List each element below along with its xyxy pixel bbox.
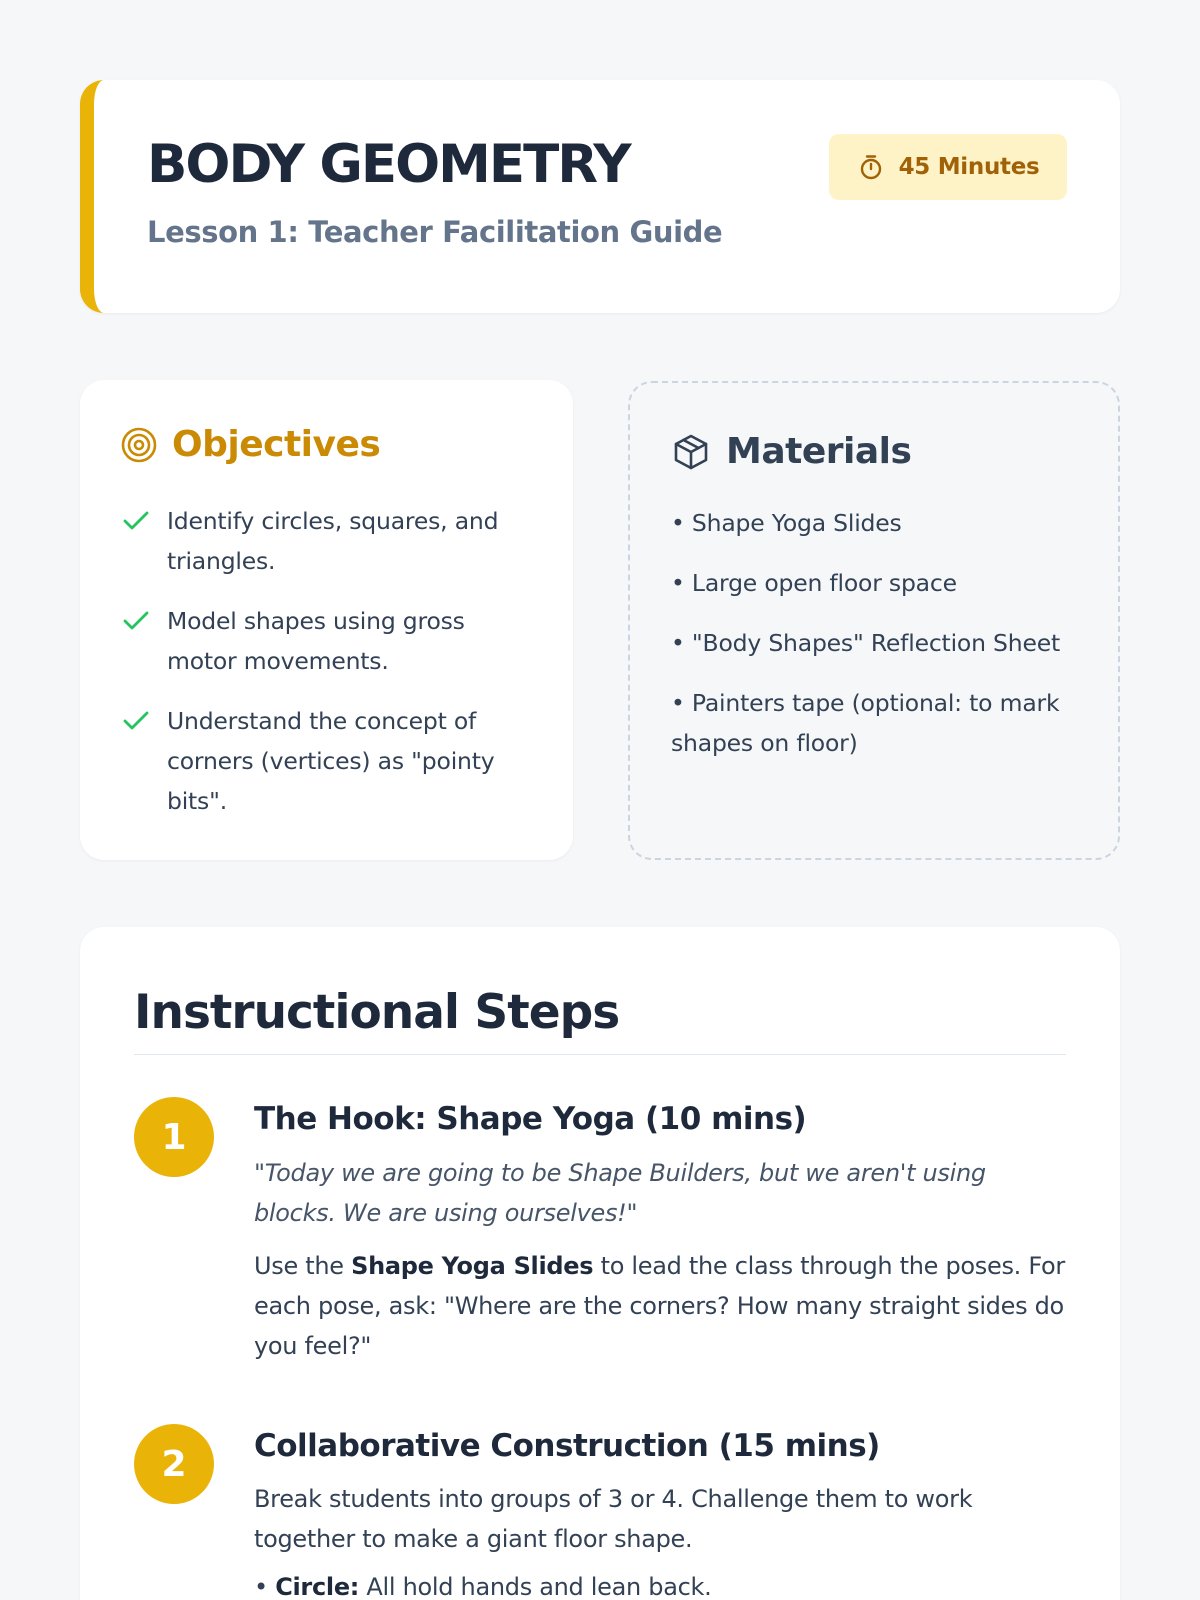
materials-reference: Shape Yoga Slides xyxy=(351,1252,594,1280)
materials-heading: Materials xyxy=(726,431,912,472)
objective-text: Model shapes using gross motor movements. xyxy=(167,607,465,675)
material-item: • Painters tape (optional: to mark shapes on floor) xyxy=(671,689,1060,757)
lesson-title: BODY GEOMETRY xyxy=(147,134,630,195)
step-body xyxy=(254,1424,1066,1600)
materials-card xyxy=(628,381,1120,860)
lesson-subtitle: Lesson 1: Teacher Facilitation Guide xyxy=(147,215,723,249)
step-number-badge: 2 xyxy=(134,1424,214,1504)
objective-item xyxy=(120,501,540,581)
objectives-header xyxy=(120,426,380,464)
check-icon xyxy=(122,509,150,533)
check-icon xyxy=(122,709,150,733)
step-number-badge: 1 xyxy=(134,1097,214,1177)
materials-header xyxy=(672,433,911,471)
objective-item xyxy=(120,701,540,821)
shape-instruction-item: • Circle: All hold hands and lean back. xyxy=(254,1573,712,1600)
lesson-header-card xyxy=(80,80,1120,313)
instructional-steps-card xyxy=(80,927,1120,1600)
objective-item xyxy=(120,601,540,681)
stopwatch-icon xyxy=(857,153,885,181)
objective-text: Identify circles, squares, and triangles. xyxy=(167,507,499,575)
duration-badge xyxy=(829,134,1067,200)
objectives-list xyxy=(120,501,540,841)
objectives-heading: Objectives xyxy=(172,424,381,465)
material-item: • Shape Yoga Slides xyxy=(671,509,902,537)
material-item: • "Body Shapes" Reflection Sheet xyxy=(671,629,1060,657)
objective-text: Understand the concept of corners (vertices) as "pointy bits". xyxy=(167,707,495,815)
divider xyxy=(134,1054,1066,1055)
shape-label: Circle: xyxy=(275,1573,360,1600)
box-icon xyxy=(672,433,710,471)
check-icon xyxy=(122,609,150,633)
material-item: • Large open floor space xyxy=(671,569,957,597)
duration-label: 45 Minutes xyxy=(898,154,1040,180)
step-description: Break students into groups of 3 or 4. Challenge them to work together to make a giant floor shape. xyxy=(254,1485,973,1553)
step-title: The Hook: Shape Yoga (10 mins) xyxy=(254,1101,807,1137)
step-title: Collaborative Construction (15 mins) xyxy=(254,1428,880,1464)
materials-list xyxy=(671,503,1091,783)
steps-heading: Instructional Steps xyxy=(134,985,620,1040)
target-icon xyxy=(120,426,158,464)
objectives-card xyxy=(80,380,573,860)
step-quote: "Today we are going to be Shape Builders, but we aren't using blocks. We are using ourselves!" xyxy=(254,1159,986,1227)
step-body xyxy=(254,1097,1066,1366)
step-description: Use the Shape Yoga Slides to lead the class through the poses. For each pose, ask: "Where are the corners? How many straight sides do you feel?" xyxy=(254,1252,1065,1360)
